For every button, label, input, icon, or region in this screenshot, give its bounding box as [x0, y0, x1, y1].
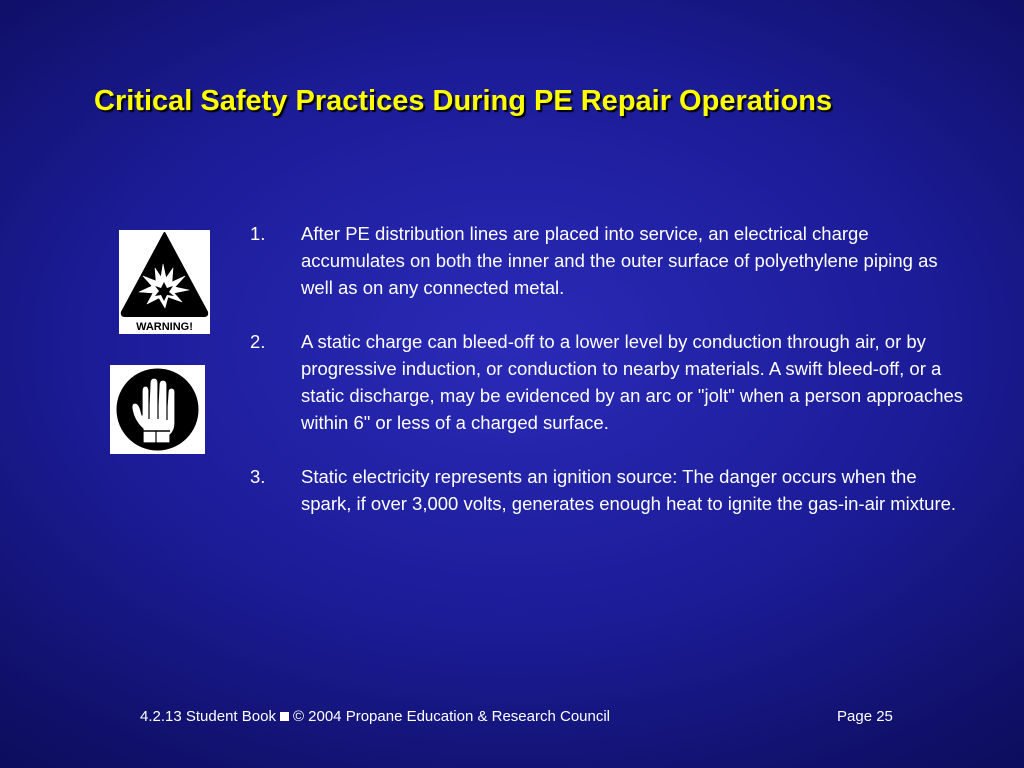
- warning-label: WARNING!: [136, 321, 193, 333]
- item-number: 2.: [250, 331, 266, 352]
- footer-page-number: Page 25: [837, 708, 893, 725]
- item-text: A static charge can bleed-off to a lower level by conduction through air, or by progressive induction, or conduction to nearby materials. A swift bleed-off, or a static discharge, may be evidenced by an arc or "jolt" when a person approaches within 6" or less of a charged surface.: [301, 331, 964, 433]
- item-number: 1.: [250, 223, 266, 244]
- warning-sign: [119, 230, 210, 334]
- list-item: [250, 328, 970, 436]
- safety-practices-list: [250, 220, 970, 544]
- footer-book: 4.2.13 Student Book: [140, 708, 276, 725]
- glove-protection-icon: [110, 365, 205, 454]
- footer-copyright: © 2004 Propane Education & Research Council: [292, 708, 611, 725]
- slide-title: Critical Safety Practices During PE Repair Operations: [94, 85, 833, 117]
- list-item: [250, 220, 970, 301]
- item-number: 3.: [250, 466, 266, 487]
- slide-footer: [140, 706, 920, 728]
- item-text: After PE distribution lines are placed into service, an electrical charge accumulates on both the inner and the outer surface of polyethylene piping as well as on any connected metal.: [301, 223, 938, 298]
- explosion-warning-icon: [119, 230, 210, 322]
- square-bullet-icon: [280, 712, 289, 721]
- list-item: [250, 463, 970, 517]
- item-text: Static electricity represents an ignition source: The danger occurs when the spark, if over 3,000 volts, generates enough heat to ignite the gas-in-air mixture.: [301, 466, 957, 514]
- glove-sign: [110, 365, 205, 454]
- footer-left: [140, 706, 610, 728]
